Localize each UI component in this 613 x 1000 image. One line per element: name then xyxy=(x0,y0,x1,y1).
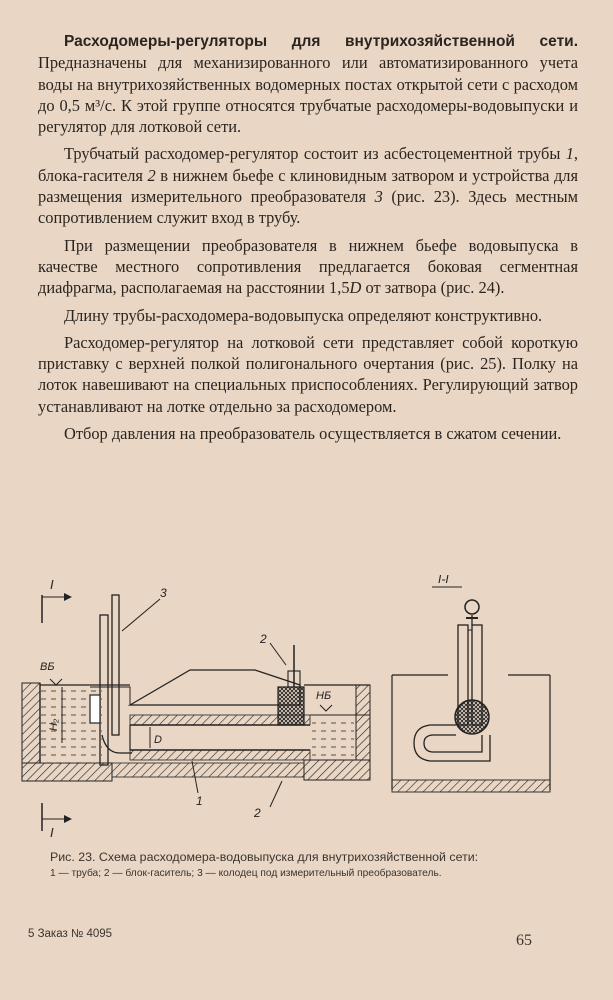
label-1: 1 xyxy=(196,794,203,808)
longitudinal-section xyxy=(22,577,370,840)
paragraph-1 xyxy=(38,30,578,137)
figure-23-diagram xyxy=(20,575,595,840)
diameter-label: D xyxy=(154,734,162,746)
caption-title: Рис. 23. Схема расходомера-водовыпуска для внутрихозяйственной сети: xyxy=(50,850,479,864)
page-number: 65 xyxy=(516,932,532,949)
label-3: 3 xyxy=(160,586,167,600)
section-title: I-I xyxy=(438,575,449,586)
print-order-info: 5 Заказ № 4095 xyxy=(28,928,113,940)
paragraph-6: Отбор давления на преобразователь осуществляется в сжатом сечении. xyxy=(64,424,562,444)
ref-number: 1 xyxy=(565,144,574,164)
paragraph-1-text: Предназначены для механизированного или автоматизированного учета воды на внутрихозяйственных водомерных постах открытой сети с расходом до 0,5 м³/с. К этой группе относятся трубчатые расходомеры-водовыпуски и регулятор для лотковой сети. xyxy=(38,53,578,137)
head-label: H₂ xyxy=(48,718,60,731)
label-2-bottom: 2 xyxy=(254,806,261,820)
paragraph-2: Трубчатый расходомер-регулятор состоит из асбестоцементной трубы 1, блока-гасителя 2 в нижнем бьефе с клиновидным затвором и устройства для размещения измерительного преобразователя 3 (рис. 23). Здесь местным сопротивлением служит вход в трубу. xyxy=(38,144,578,228)
downstream-label: НБ xyxy=(316,690,332,702)
caption-legend: 1 — труба; 2 — блок-гаситель; 3 — колодец под измерительный преобразователь. xyxy=(50,868,442,879)
section-heading: Расходомеры-регуляторы для внутрихозяйственной сети. xyxy=(64,33,578,50)
paragraph-3: При размещении преобразователя в нижнем бьефе водовыпуска в качестве местного сопротивления предлагается боковая сегментная диафрагма, располагаемая на расстоянии 1,5D от затвора (рис. 24). xyxy=(38,235,578,298)
ref-number: 3 xyxy=(374,187,383,207)
paragraph-4: Длину трубы-расходомера-водовыпуска определяют конструктивно. xyxy=(64,305,543,325)
section-mark-bottom: I xyxy=(50,825,54,840)
paragraph-5: Расходомер-регулятор на лотковой сети представляет собой короткую приставку с верхней полкой полигонального очертания (рис. 25). Полку на лоток навешивают на специальных приспособлениях. Регулирующий затвор устанавливают на лотке отдельно за расходомером. xyxy=(38,332,578,416)
upstream-label: ВБ xyxy=(40,661,55,673)
cross-section-i-i xyxy=(392,575,550,792)
symbol-d: D xyxy=(349,278,362,298)
section-mark-top: I xyxy=(50,577,54,592)
ref-number: 2 xyxy=(147,165,156,185)
body-text xyxy=(38,30,578,450)
label-2-top: 2 xyxy=(260,632,267,646)
figure-caption xyxy=(50,850,540,880)
